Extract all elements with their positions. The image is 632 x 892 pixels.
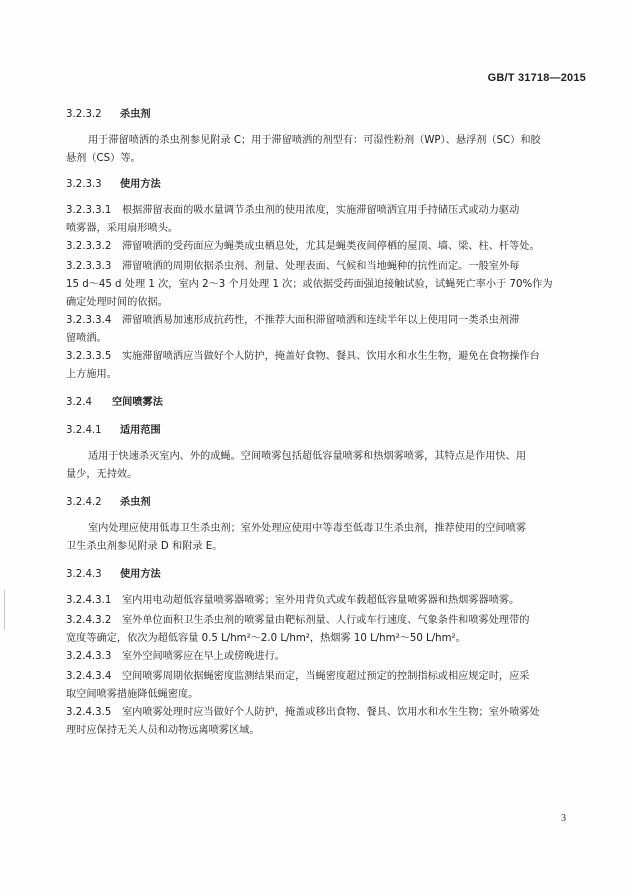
item-number: 3.2.3.3.5 (66, 351, 112, 362)
paragraph-line: 卫生杀虫剂参见附录 D 和附录 E。 (66, 541, 223, 552)
paragraph-line: 适用于快速杀灭室内、外的成蝇。空间喷雾包括超低容量喷雾和热烟雾喷雾，其特点是作用快、用 (88, 451, 527, 462)
item-line: 滞留喷洒的受药面应为蝇类成虫栖息处，尤其是蝇类夜间停栖的屋顶、墙、梁、柱、杆等处。 (122, 241, 540, 252)
section-title: 适用范围 (120, 425, 161, 436)
item-line: 15 d～45 d 处理 1 次，室内 2～3 个月处理 1 次；或依据受药面强迫接触试验，试蝇死亡率小于 70%作为 (66, 279, 553, 290)
section-number: 3.2.4.2 (66, 497, 102, 508)
section-heading-3-2-3-2 (66, 106, 586, 124)
paragraph-line: 悬剂（CS）等。 (66, 153, 141, 164)
document-code: GB/T 31718—2015 (487, 72, 586, 84)
item-3-2-4-3-1 (66, 592, 586, 610)
item-line: 留喷洒。 (66, 333, 107, 344)
section-title: 杀虫剂 (120, 109, 151, 120)
item-number: 3.2.4.3.3 (66, 651, 112, 662)
item-3-2-4-3-4 (66, 668, 586, 704)
section-number: 3.2.4.1 (66, 425, 102, 436)
section-number: 3.2.4 (66, 397, 92, 408)
item-line: 上方施用。 (66, 369, 117, 380)
item-3-2-3-3-2 (66, 238, 586, 256)
item-line: 室外空间喷雾应在早上或傍晚进行。 (122, 651, 285, 662)
item-3-2-4-3-5 (66, 704, 586, 740)
item-number: 3.2.3.3.1 (66, 205, 112, 216)
item-line: 根据滞留表面的吸水量调节杀虫剂的使用浓度，实施滞留喷洒宜用手持储压式或动力驱动 (122, 205, 520, 216)
section-title: 杀虫剂 (120, 497, 151, 508)
item-line: 室外单位面积卫生杀虫剂的喷雾量由靶标剂量、人行或车行速度、气象条件和喷雾处理带的 (122, 615, 530, 626)
item-number: 3.2.4.3.2 (66, 615, 112, 626)
item-number: 3.2.4.3.5 (66, 707, 112, 718)
item-3-2-3-3-5 (66, 348, 586, 384)
item-number: 3.2.3.3.2 (66, 241, 112, 252)
paragraph-line: 室内处理应使用低毒卫生杀虫剂；室外处理应使用中等毒至低毒卫生杀虫剂，推荐使用的空间喷雾 (88, 523, 527, 534)
item-line: 取空间喷雾措施降低蝇密度。 (66, 689, 199, 700)
item-3-2-3-3-3 (66, 258, 586, 312)
section-heading-3-2-4-1 (66, 422, 586, 440)
section-title: 使用方法 (120, 569, 161, 580)
section-heading-3-2-4-3 (66, 566, 586, 584)
paragraph-line: 用于滞留喷洒的杀虫剂参见附录 C；用于滞留喷洒的剂型有：可湿性粉剂（WP）、悬浮剂（SC）和胶 (88, 135, 541, 146)
item-number: 3.2.4.3.1 (66, 595, 112, 606)
item-line: 宽度等确定，依次为超低容量 0.5 L/hm²～2.0 L/hm²，热烟雾 10 L/hm²～50 L/hm²。 (66, 633, 466, 644)
section-heading-3-2-3-3 (66, 176, 586, 194)
item-3-2-3-3-4 (66, 312, 586, 348)
item-line: 滞留喷洒的周期依据杀虫剂、剂量、处理表面、气候和当地蝇种的抗性而定。一般室外每 (122, 261, 520, 272)
paragraph-3-2-4-1 (66, 448, 586, 484)
section-heading-3-2-4 (66, 394, 586, 412)
item-line: 实施滞留喷洒应当做好个人防护，掩盖好食物、餐具、饮用水和水生生物，避免在食物操作台 (122, 351, 540, 362)
item-line: 喷雾器，采用扇形喷头。 (66, 223, 179, 234)
item-number: 3.2.4.3.4 (66, 671, 112, 682)
item-3-2-4-3-3 (66, 648, 586, 666)
item-3-2-3-3-1 (66, 202, 586, 238)
item-number: 3.2.3.3.3 (66, 261, 112, 272)
section-number: 3.2.4.3 (66, 569, 102, 580)
item-3-2-4-3-2 (66, 612, 586, 648)
item-line: 空间喷雾周期依据蝇密度监测结果而定，当蝇密度超过预定的控制指标或相应规定时，应采 (122, 671, 530, 682)
section-number: 3.2.3.2 (66, 109, 102, 120)
item-line: 确定处理时间的依据。 (66, 297, 168, 308)
paragraph-3-2-4-2 (66, 520, 586, 556)
paragraph-3-2-3-2 (66, 132, 586, 168)
page-number: 3 (561, 813, 566, 824)
item-line: 室内喷雾处理时应当做好个人防护，掩盖或移出食物、餐具、饮用水和水生生物；室外喷雾处 (122, 707, 540, 718)
section-title: 空间喷雾法 (112, 397, 163, 408)
item-line: 室内用电动超低容量喷雾器喷雾；室外用背负式或车载超低容量喷雾器和热烟雾器喷雾。 (122, 595, 520, 606)
section-number: 3.2.3.3 (66, 179, 102, 190)
paragraph-line: 量少，无持效。 (66, 469, 138, 480)
item-number: 3.2.3.3.4 (66, 315, 112, 326)
scan-edge-mark (4, 590, 5, 630)
section-title: 使用方法 (120, 179, 161, 190)
section-heading-3-2-4-2 (66, 494, 586, 512)
item-line: 滞留喷洒易加速形成抗药性，不推荐大面积滞留喷洒和连续半年以上使用同一类杀虫剂滞 (122, 315, 520, 326)
item-line: 理时应保持无关人员和动物远离喷雾区域。 (66, 725, 260, 736)
